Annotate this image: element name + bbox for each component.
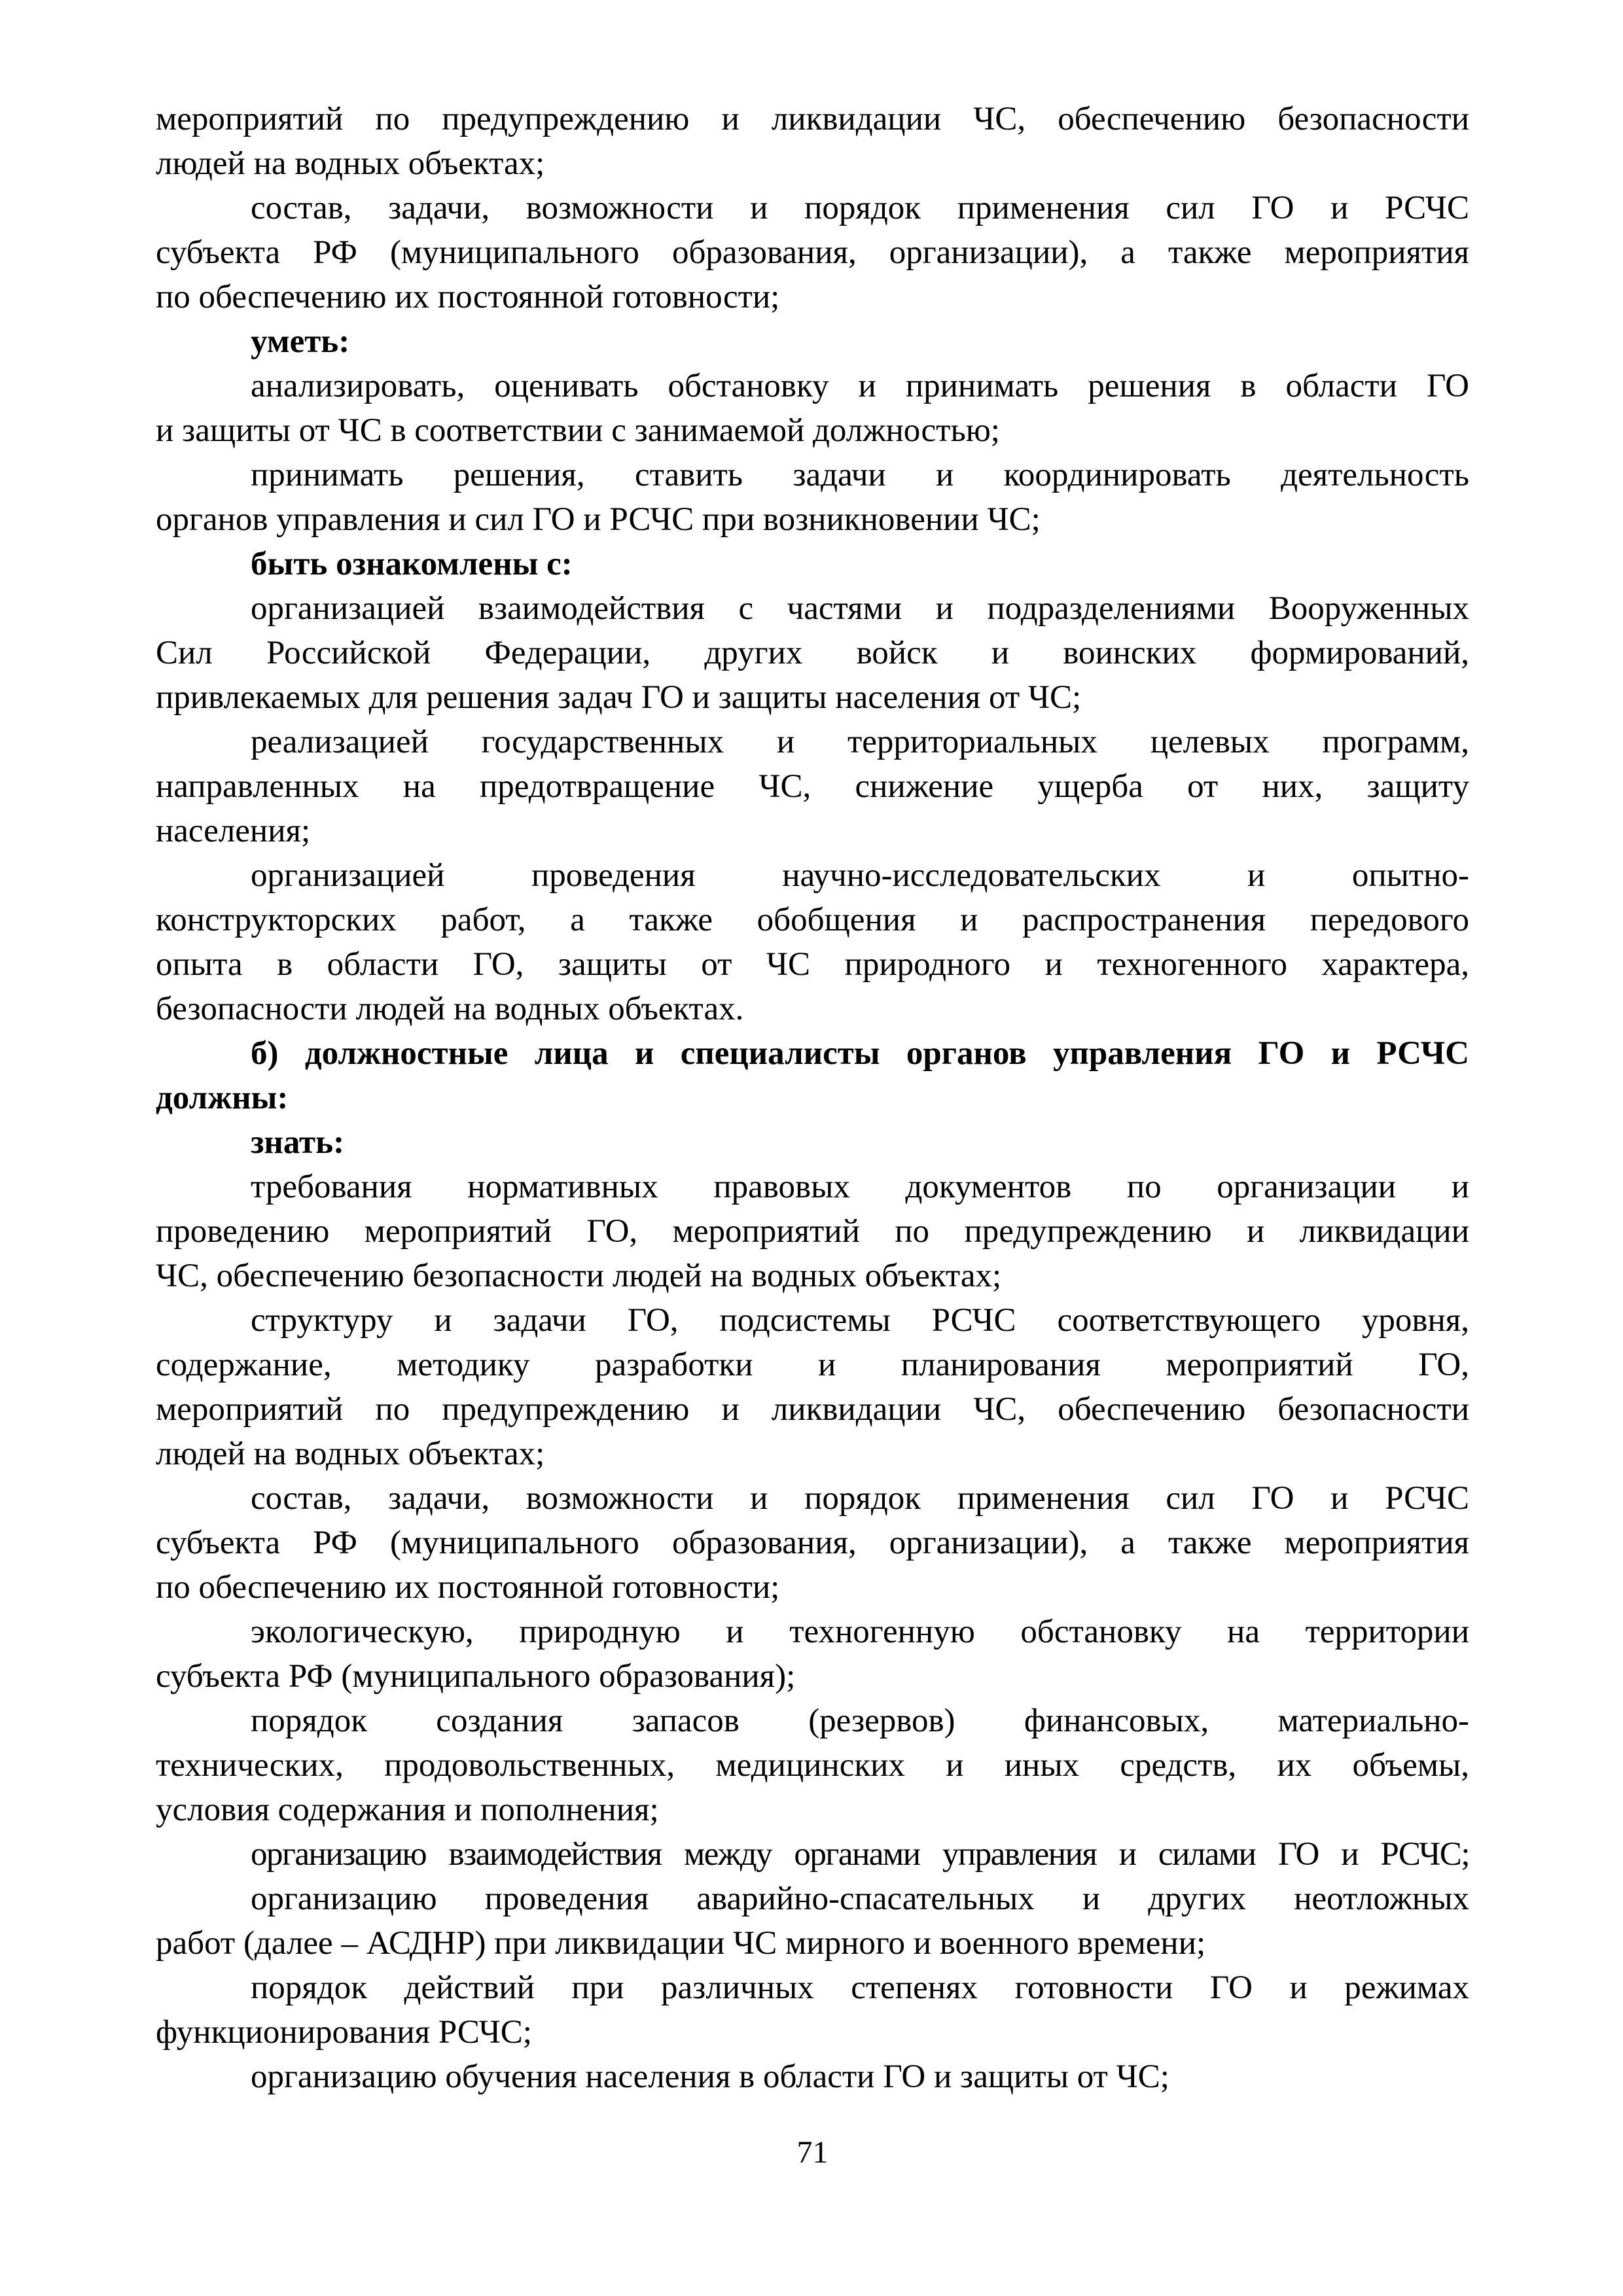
text-line: технических, продовольственных, медицинских и иных средств, их объемы, — [156, 1747, 1469, 1784]
text-line: состав, задачи, возможности и порядок применения сил ГО и РСЧС — [251, 190, 1469, 226]
text-line: по обеспечению их постоянной готовности; — [156, 1569, 780, 1606]
text-line: по обеспечению их постоянной готовности; — [156, 279, 780, 315]
text-line: людей на водных объектах; — [156, 1436, 545, 1472]
document-text-block — [156, 97, 1469, 2099]
text-line: реализацией государственных и территориальных целевых программ, — [251, 724, 1469, 760]
text-line: субъекта РФ (муниципального образования, организации), а также мероприятия — [156, 1525, 1469, 1561]
text-line: структуру и задачи ГО, подсистемы РСЧС соответствующего уровня, — [251, 1302, 1469, 1339]
text-line: должны: — [156, 1080, 289, 1116]
text-line: состав, задачи, возможности и порядок применения сил ГО и РСЧС — [251, 1480, 1469, 1517]
text-line: проведению мероприятий ГО, мероприятий по предупреждению и ликвидации — [156, 1213, 1469, 1250]
text-line: уметь: — [251, 323, 350, 360]
text-line: направленных на предотвращение ЧС, снижение ущерба от них, защиту — [156, 768, 1469, 805]
text-line: организацией проведения научно-исследовательских и опытно- — [251, 857, 1469, 894]
text-line: конструкторских работ, а также обобщения и распространения передового — [156, 902, 1469, 938]
text-line: ЧС, обеспечению безопасности людей на водных объектах; — [156, 1258, 1002, 1294]
text-line: организацию обучения населения в области ГО и защиты от ЧС; — [251, 2058, 1169, 2095]
text-line: порядок создания запасов (резервов) финансовых, материально- — [251, 1703, 1469, 1739]
text-line: организацию проведения аварийно-спасательных и других неотложных — [251, 1881, 1469, 1917]
text-line: населения; — [156, 813, 311, 849]
text-line: субъекта РФ (муниципального образования, организации), а также мероприятия — [156, 234, 1469, 271]
page-number: 71 — [796, 2135, 829, 2170]
text-line: работ (далее – АСДНР) при ликвидации ЧС мирного и военного времени; — [156, 1925, 1206, 1962]
text-line: и защиты от ЧС в соответствии с занимаемой должностью; — [156, 412, 1000, 449]
text-line: привлекаемых для решения задач ГО и защиты населения от ЧС; — [156, 679, 1082, 716]
text-line: мероприятий по предупреждению и ликвидации ЧС, обеспечению безопасности — [156, 1391, 1469, 1428]
text-line: функционирования РСЧС; — [156, 2014, 532, 2051]
text-line: содержание, методику разработки и планирования мероприятий ГО, — [156, 1347, 1469, 1383]
text-line: порядок действий при различных степенях готовности ГО и режимах — [251, 1969, 1469, 2006]
text-line: знать: — [251, 1124, 345, 1161]
text-line: принимать решения, ставить задачи и координировать деятельность — [251, 457, 1469, 493]
text-line: требования нормативных правовых документов по организации и — [251, 1169, 1469, 1205]
text-line: условия содержания и пополнения; — [156, 1792, 659, 1828]
text-line: б) должностные лица и специалисты органов управления ГО и РСЧС — [251, 1035, 1469, 1072]
text-line: безопасности людей на водных объектах. — [156, 991, 744, 1027]
text-line: организацией взаимодействия с частями и подразделениями Вооруженных — [251, 590, 1469, 627]
text-line: органов управления и сил ГО и РСЧС при возникновении ЧС; — [156, 501, 1041, 538]
text-line: людей на водных объектах; — [156, 145, 545, 182]
text-line: организацию взаимодействия между органами управления и силами ГО и РСЧС; — [251, 1836, 1469, 1873]
text-line: опыта в области ГО, защиты от ЧС природного и техногенного характера, — [156, 946, 1469, 983]
text-line: субъекта РФ (муниципального образования); — [156, 1658, 796, 1695]
text-line: Сил Российской Федерации, других войск и воинских формирований, — [156, 635, 1469, 671]
text-line: мероприятий по предупреждению и ликвидации ЧС, обеспечению безопасности — [156, 101, 1469, 137]
text-line: экологическую, природную и техногенную обстановку на территории — [251, 1614, 1469, 1650]
text-line: анализировать, оценивать обстановку и принимать решения в области ГО — [251, 368, 1469, 404]
text-line: быть ознакомлены с: — [251, 546, 573, 582]
